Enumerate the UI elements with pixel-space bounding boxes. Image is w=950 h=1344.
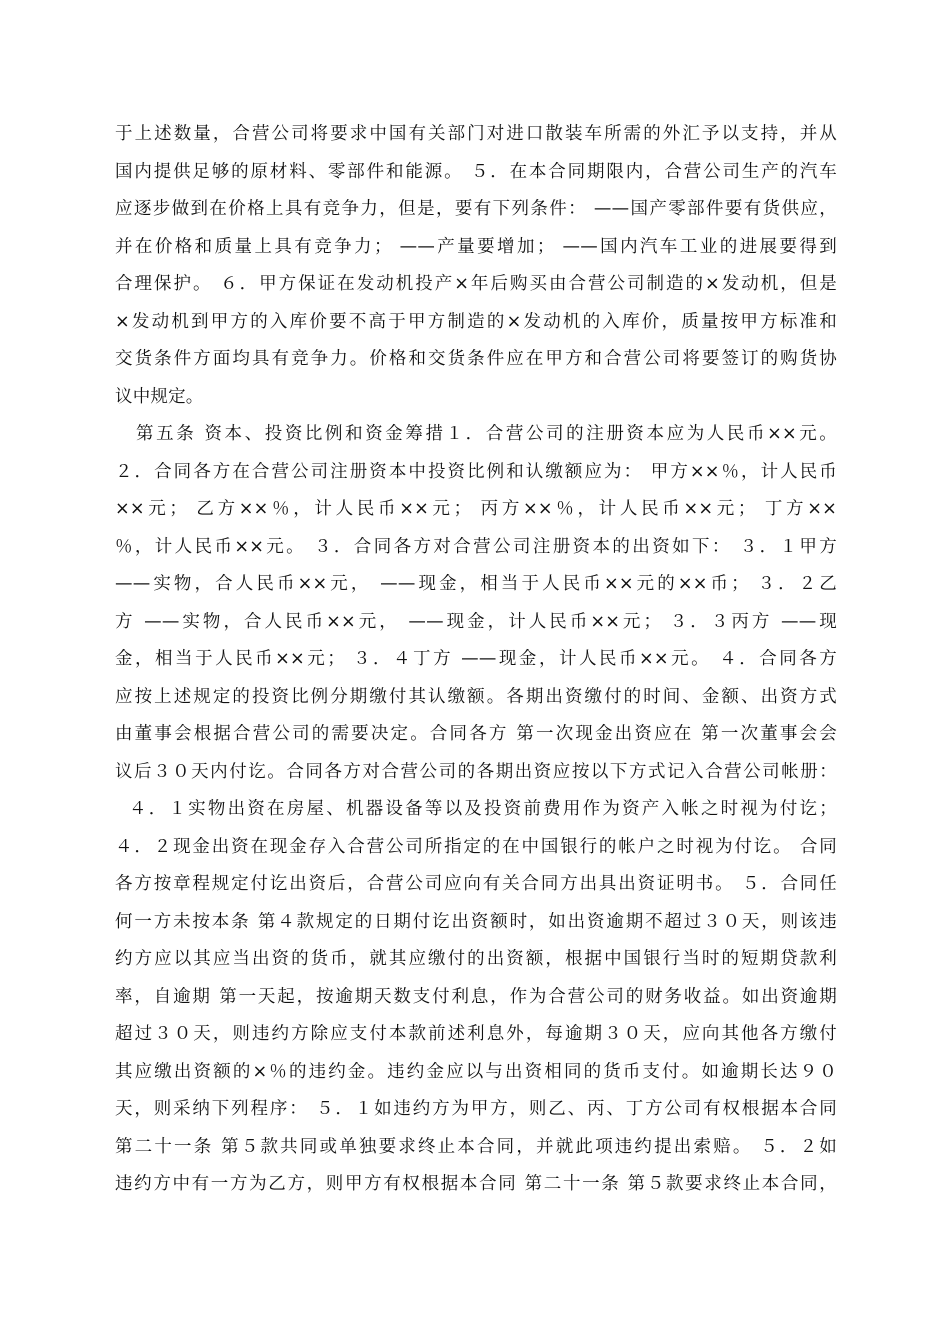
text-line: ×发动机到甲方的入库价要不高于甲方制造的×发动机的入库价，质量按甲方标准和 <box>115 311 837 332</box>
text-line: 并在价格和质量上具有竞争力； ——产量要增加； ——国内汽车工业的进展要得到 <box>115 236 837 257</box>
text-line: 违约方中有一方为乙方，则甲方有权根据本合同 第二十一条 第５款要求终止本合同， <box>115 1174 837 1194</box>
text-line: 议后３０天内付讫。合同各方对合营公司的各期出资应按以下方式记入合营公司帐册： <box>115 761 837 782</box>
text-line: ％，计人民币××元。 ３．合同各方对合营公司注册资本的出资如下： ３．１甲方 <box>115 536 837 557</box>
text-line: 天，则采纳下列程序： ５．１如违约方为甲方，则乙、丙、丁方公司有权根据本合同 <box>115 1099 837 1119</box>
text-line: 约方应以其应当出资的货币，就其应缴付的出资额，根据中国银行当时的短期贷款利 <box>115 949 837 969</box>
text-line: ××元； 乙方××％，计人民币××元； 丙方××％，计人民币××元； 丁方×× <box>115 499 837 519</box>
document-body <box>115 116 837 1204</box>
text-line: 超过３０天，则违约方除应支付本款前述利息外，每逾期３０天，应向其他各方缴付 <box>115 1024 837 1044</box>
text-line: 由董事会根据合营公司的需要决定。合同各方 第一次现金出资应在 第一次董事会会 <box>115 724 837 744</box>
text-line: ４．１实物出资在房屋、机器设备等以及投资前费用作为资产入帐之时视为付讫； <box>129 799 837 819</box>
text-line: 应逐步做到在价格上具有竞争力，但是，要有下列条件： ——国产零部件要有货供应， <box>115 199 837 219</box>
text-line: 何一方未按本条 第４款规定的日期付讫出资额时，如出资逾期不超过３０天，则该违 <box>115 911 837 932</box>
article-heading-line: 第五条 资本、投资比例和资金筹措１．合营公司的注册资本应为人民币××元。 <box>136 424 837 444</box>
text-line: 国内提供足够的原材料、零部件和能源。 ５．在本合同期限内，合营公司生产的汽车 <box>115 161 837 182</box>
text-line: 第二十一条 第５款共同或单独要求终止本合同，并就此项违约提出索赔。 ５．２如 <box>115 1136 837 1157</box>
text-line: 应按上述规定的投资比例分期缴付其认缴额。各期出资缴付的时间、金额、出资方式 <box>115 686 837 707</box>
text-line: 议中规定。 <box>115 386 204 407</box>
text-line: 方 ——实物，合人民币××元， ——现金，计人民币××元； ３．３丙方 ——现 <box>115 611 837 632</box>
text-line: 金，相当于人民币××元； ３．４丁方 ——现金，计人民币××元。 ４．合同各方 <box>115 649 837 669</box>
text-line: ２．合同各方在合营公司注册资本中投资比例和认缴额应为： 甲方××％，计人民币 <box>115 461 837 482</box>
text-line: 各方按章程规定付讫出资后，合营公司应向有关合同方出具出资证明书。 ５．合同任 <box>115 874 837 894</box>
text-line: 交货条件方面均具有竞争力。价格和交货条件应在甲方和合营公司将要签订的购货协 <box>115 349 837 369</box>
text-line: ４．２现金出资在现金存入合营公司所指定的在中国银行的帐户之时视为付讫。 合同 <box>115 836 837 857</box>
text-line: 其应缴出资额的×％的违约金。违约金应以与出资相同的货币支付。如逾期长达９０ <box>115 1061 837 1082</box>
text-line: ——实物，合人民币××元， ——现金，相当于人民币××元的××币； ３．２乙 <box>115 574 837 594</box>
text-line: 合理保护。 ６．甲方保证在发动机投产×年后购买由合营公司制造的×发动机，但是 <box>115 274 837 294</box>
text-line: 率，自逾期 第一天起，按逾期天数支付利息，作为合营公司的财务收益。如出资逾期 <box>115 986 837 1007</box>
text-line: 于上述数量，合营公司将要求中国有关部门对进口散装车所需的外汇予以支持，并从 <box>115 124 837 144</box>
